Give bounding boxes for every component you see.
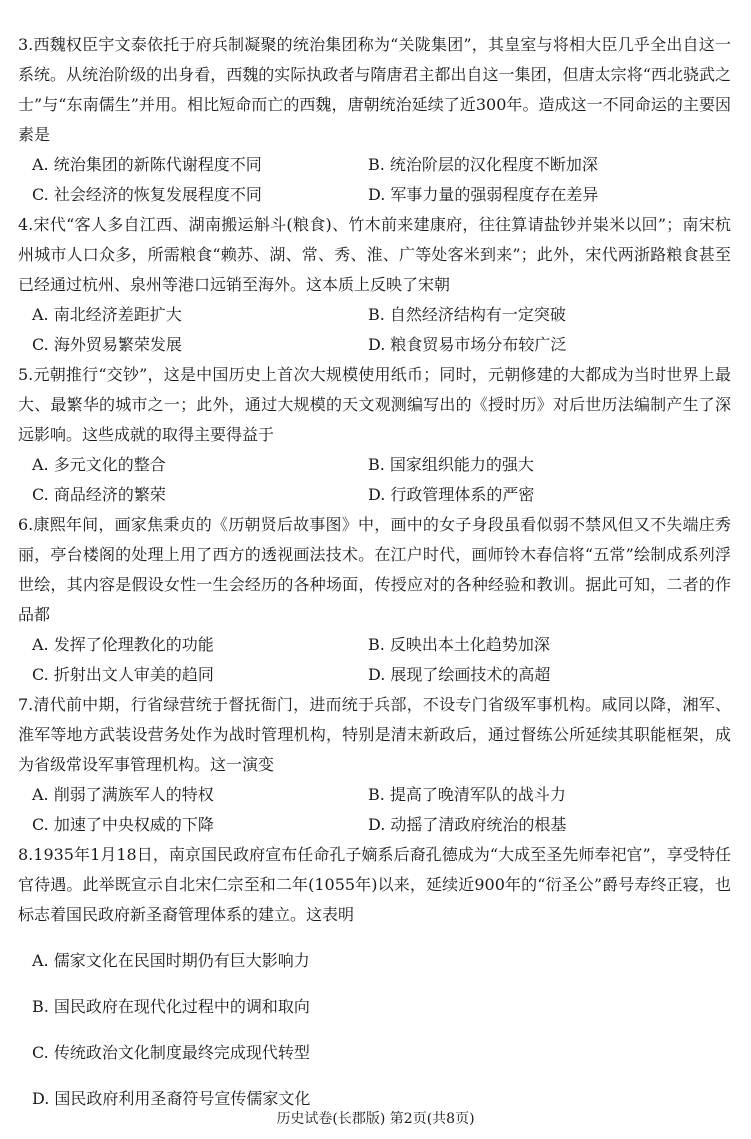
question-7 xyxy=(18,690,731,840)
question-stem: 7.清代前中期，行省绿营统于督抚衙门，进而统于兵部，不设专门省级军事机构。咸同以降，湘军、淮军等地方武装设营务处作为战时管理机构，特别是清末新政后，通过督练公所延续其职能框架，成为省级常设军事管理机构。这一演变 xyxy=(18,695,731,774)
option-d: D. 军事力量的强弱程度存在差异 xyxy=(368,185,599,204)
option-b: B. 提高了晚清军队的战斗力 xyxy=(368,785,566,804)
option-row xyxy=(18,780,731,810)
option-c: C. 传统政治文化制度最终完成现代转型 xyxy=(32,1043,310,1062)
option-row xyxy=(18,660,731,690)
option-a: A. 儒家文化在民国时期仍有巨大影响力 xyxy=(32,951,310,970)
option-row xyxy=(18,450,731,480)
option-c: C. 商品经济的繁荣 xyxy=(32,485,166,504)
page-footer: 历史试卷(长郡版) 第2页(共8页) xyxy=(276,1111,475,1127)
question-stem: 6.康熙年间，画家焦秉贞的《历朝贤后故事图》中，画中的女子身段虽看似弱不禁风但又不失端庄秀丽，亭台楼阁的处理上用了西方的透视画法技术。在江户时代，画师铃木春信将“五常”绘制成系列浮世绘，其内容是假设女性一生会经历的各种场面，传授应对的各种经验和教训。据此可知，二者的作品都 xyxy=(18,515,731,624)
option-row xyxy=(18,480,731,510)
option-d: D. 国民政府利用圣裔符号宣传儒家文化 xyxy=(32,1089,311,1108)
option-b: B. 国民政府在现代化过程中的调和取向 xyxy=(32,997,310,1016)
option-b: B. 反映出本土化趋势加深 xyxy=(368,635,550,654)
question-stem: 3.西魏权臣宇文泰依托于府兵制凝聚的统治集团称为“关陇集团”，其皇室与将相大臣几乎全出自这一系统。从统治阶级的出身看，西魏的实际执政者与隋唐君主都出自这一集团，但唐太宗将“西北骁武之士”与“东南儒生”并用。相比短命而亡的西魏，唐朝统治延续了近300年。造成这一不同命运的主要因素是 xyxy=(18,35,731,144)
question-5 xyxy=(18,360,731,510)
question-4 xyxy=(18,210,731,360)
option-row xyxy=(18,150,731,180)
option-b: B. 自然经济结构有一定突破 xyxy=(368,305,566,324)
option-row xyxy=(18,810,731,840)
option-d: D. 展现了绘画技术的高超 xyxy=(368,665,551,684)
option-a: A. 发挥了伦理教化的功能 xyxy=(32,635,214,654)
option-row xyxy=(18,300,731,330)
option-c: C. 折射出文人审美的趋同 xyxy=(32,665,214,684)
question-8 xyxy=(18,840,731,1114)
option-a: A. 统治集团的新陈代谢程度不同 xyxy=(32,155,262,174)
option-b: B. 国家组织能力的强大 xyxy=(368,455,534,474)
question-stem: 5.元朝推行“交钞”，这是中国历史上首次大规模使用纸币；同时，元朝修建的大都成为当时世界上最大、最繁华的城市之一；此外，通过大规模的天文观测编写出的《授时历》对后世历法编制产生了深远影响。这些成就的取得主要得益于 xyxy=(18,365,731,444)
question-stem: 8.1935年1月18日，南京国民政府宣布任命孔子嫡系后裔孔德成为“大成至圣先师奉祀官”，享受特任官待遇。此举既宣示自北宋仁宗至和二年(1055年)以来，延续近900年的“衍圣公”爵号寿终正寝，也标志着国民政府新圣裔管理体系的建立。这表明 xyxy=(18,845,731,924)
option-d: D. 行政管理体系的严密 xyxy=(368,485,535,504)
option-a: A. 多元文化的整合 xyxy=(32,455,166,474)
question-stem: 4.宋代“客人多自江西、湖南搬运斛斗(粮食)、竹木前来建康府，往往算请盐钞并粜米以回”；南宋杭州城市人口众多，所需粮食“赖苏、湖、常、秀、淮、广等处客米到来”；此外，宋代两浙路粮食甚至已经通过杭州、泉州等港口远销至海外。这本质上反映了宋朝 xyxy=(18,215,731,294)
option-c: C. 海外贸易繁荣发展 xyxy=(32,335,182,354)
option-row xyxy=(18,180,731,210)
option-d: D. 粮食贸易市场分布较广泛 xyxy=(368,335,567,354)
option-a: A. 削弱了满族军人的特权 xyxy=(32,785,214,804)
option-a: A. 南北经济差距扩大 xyxy=(32,305,182,324)
option-d: D. 动摇了清政府统治的根基 xyxy=(368,815,567,834)
question-3 xyxy=(18,30,731,210)
option-b: B. 统治阶层的汉化程度不断加深 xyxy=(368,155,598,174)
option-row xyxy=(18,630,731,660)
question-6 xyxy=(18,510,731,690)
option-row xyxy=(18,330,731,360)
option-c: C. 社会经济的恢复发展程度不同 xyxy=(32,185,262,204)
option-c: C. 加速了中央权威的下降 xyxy=(32,815,214,834)
